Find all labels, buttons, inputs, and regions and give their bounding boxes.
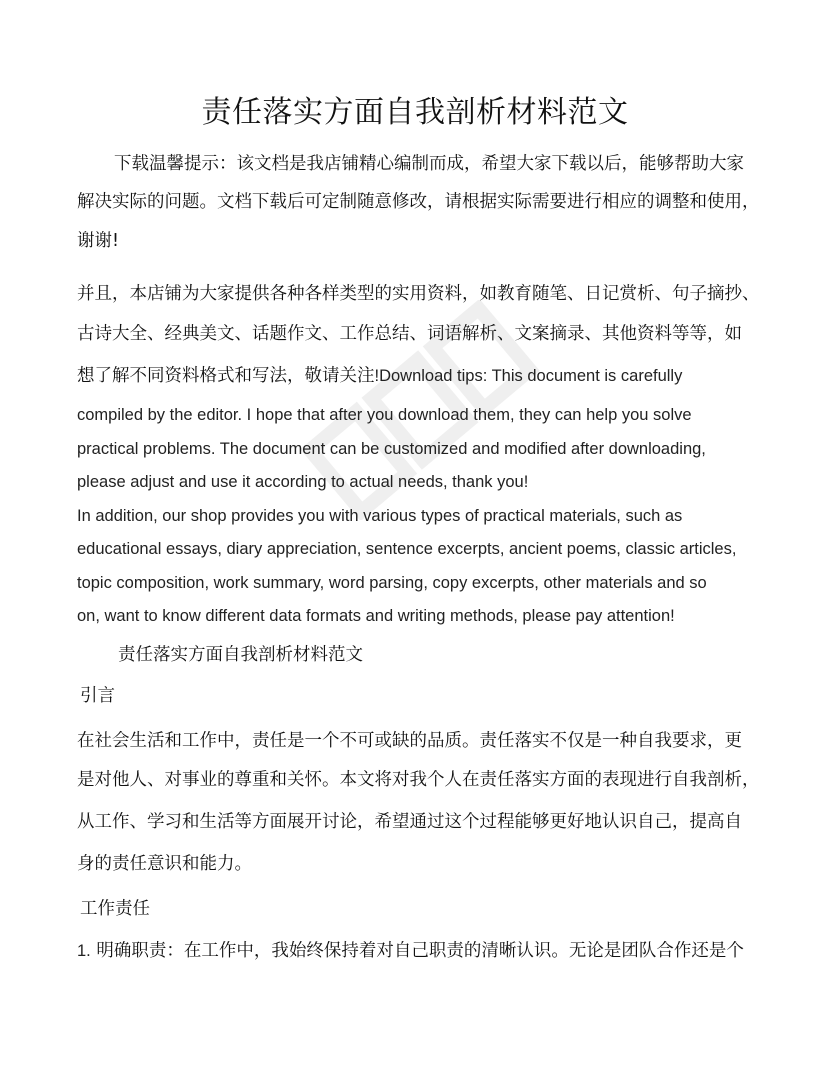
shop-cn-line-2: 古诗大全、经典美文、话题作文、工作总结、词语解析、文案摘录、其他资料等等，如: [77, 324, 742, 344]
shop-cn-line-3: 想了解不同资料格式和写法，敬请关注: [77, 366, 375, 386]
notice-cn-line-2: 解决实际的问题。文档下载后可定制随意修改，请根据实际需要进行相应的调整和使用，: [77, 192, 760, 212]
notice-en-line-1: compiled by the editor. I hope that after you download them, they can help you solve: [77, 406, 692, 424]
shop-en-line-3: topic composition, work summary, word parsing, copy excerpts, other materials and so: [77, 574, 707, 592]
section-heading-intro: 引言: [80, 686, 115, 706]
shop-cn-line-1: 并且，本店铺为大家提供各种各样类型的实用资料，如教育随笔、日记赏析、句子摘抄、: [77, 284, 760, 304]
notice-cn-line-1: 下载温馨提示：该文档是我店铺精心编制而成，希望大家下载以后，能够帮助大家: [114, 154, 744, 174]
notice-en-line-2: practical problems. The document can be customized and modified after downloading,: [77, 440, 706, 458]
shop-cn-line-3-container: [77, 364, 682, 388]
work-item-1-number: 1.: [77, 942, 91, 960]
section-heading-work: 工作责任: [80, 899, 150, 919]
work-item-1-text: 明确职责：在工作中，我始终保持着对自己职责的清晰认识。无论是团队合作还是个: [90, 941, 744, 961]
intro-line-4: 身的责任意识和能力。: [77, 854, 252, 874]
intro-line-2: 是对他人、对事业的尊重和关怀。本文将对我个人在责任落实方面的表现进行自我剖析，: [77, 770, 760, 790]
notice-en-first: !Download tips: This document is carefully: [374, 367, 683, 385]
intro-line-1: 在社会生活和工作中，责任是一个不可或缺的品质。责任落实不仅是一种自我要求，更: [77, 731, 742, 751]
notice-en-line-3: please adjust and use it according to actual needs, thank you!: [77, 473, 529, 491]
notice-cn-line-3: 谢谢!: [77, 231, 120, 251]
document-subtitle: 责任落实方面自我剖析材料范文: [118, 645, 363, 665]
shop-en-line-2: educational essays, diary appreciation, sentence excerpts, ancient poems, classic articles,: [77, 540, 737, 558]
work-item-1: [77, 939, 744, 963]
intro-line-3: 从工作、学习和生活等方面展开讨论，希望通过这个过程能够更好地认识自己，提高自: [77, 812, 742, 832]
shop-en-line-4: on, want to know different data formats and writing methods, please pay attention!: [77, 607, 675, 625]
shop-en-line-1: In addition, our shop provides you with various types of practical materials, such as: [77, 507, 683, 525]
document-title: 责任落实方面自我剖析材料范文: [201, 95, 629, 130]
